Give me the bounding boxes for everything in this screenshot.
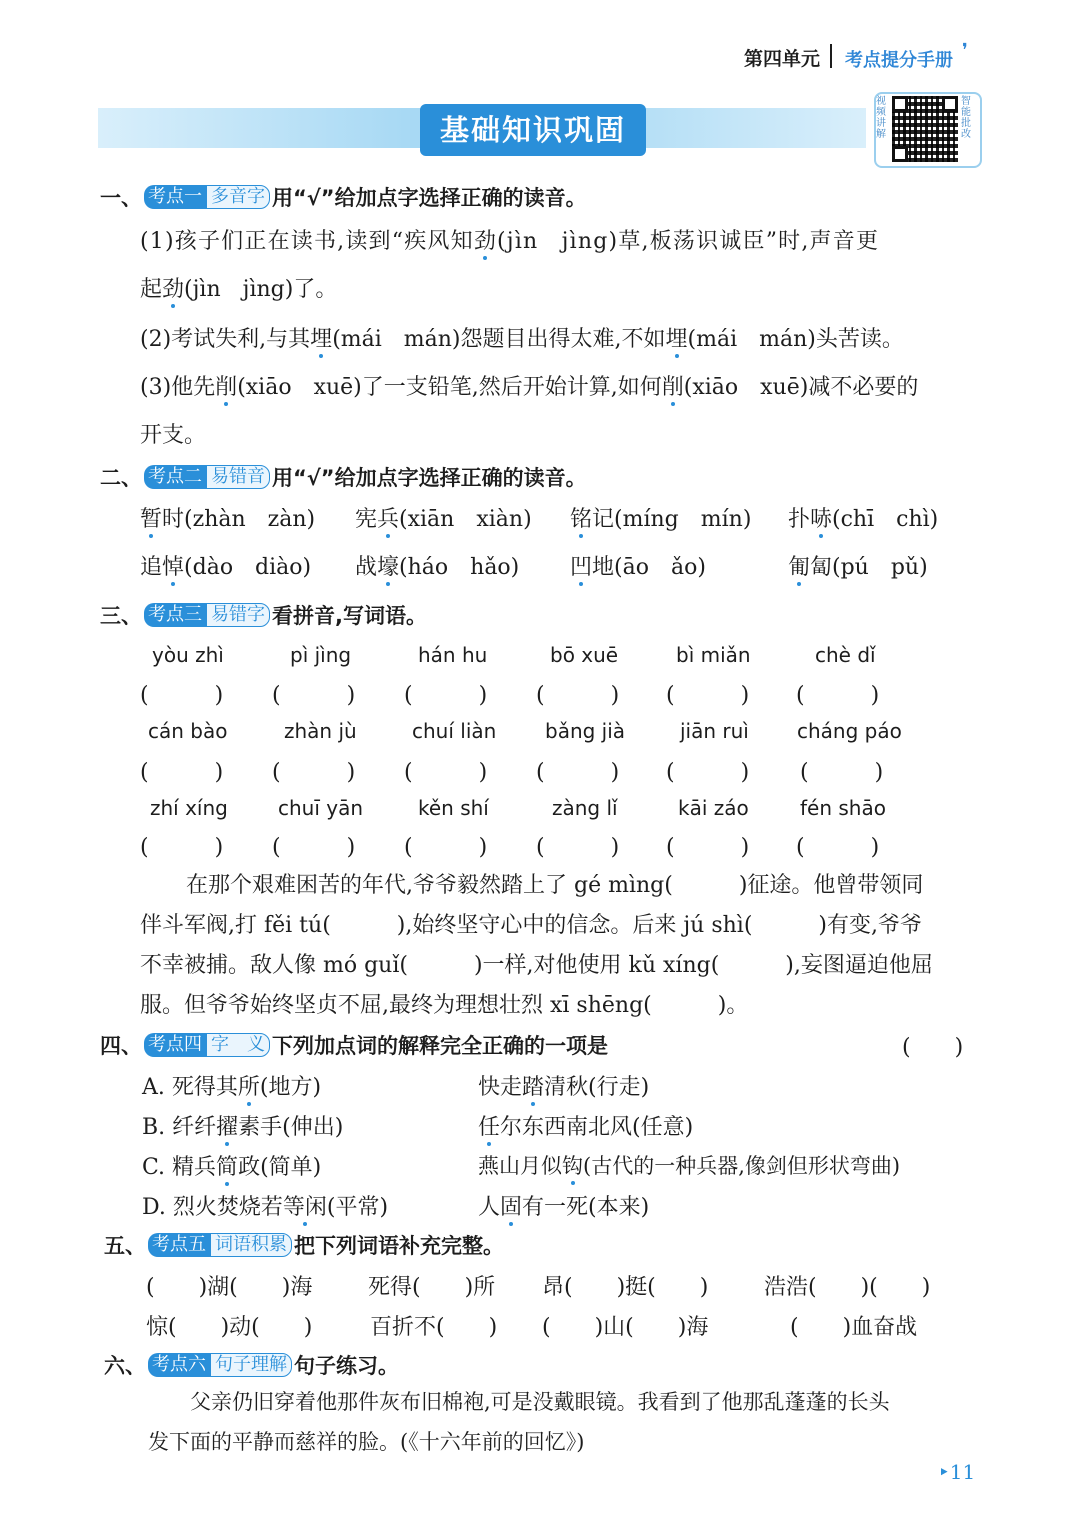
- idiom-blank[interactable]: 昂( )挺( ): [542, 1275, 709, 1300]
- idiom-blank[interactable]: ( )湖( )海: [146, 1275, 313, 1300]
- section-banner-title: 基础知识巩固: [420, 104, 646, 156]
- s2-item-5: 追悼(dào diào): [140, 550, 311, 581]
- unit-title: 第四单元: [744, 48, 821, 70]
- section-1-heading: 一、 考点一 多音字 用“√”给加点字选择正确的读音。: [100, 186, 587, 210]
- qr-label-video: 视频讲解: [876, 96, 886, 140]
- page-number: ‣11: [938, 1460, 976, 1484]
- s1-line-2: 起劲(jìn jìng)了。: [140, 272, 337, 303]
- pinyin: pì jìng: [290, 643, 352, 667]
- pinyin: zàng lǐ: [552, 796, 618, 820]
- pinyin: fén shāo: [800, 796, 886, 820]
- answer-blank[interactable]: ( ): [666, 683, 750, 708]
- s2-item-7: 凹地(āo ǎo): [570, 550, 706, 581]
- s2-item-2: 宪兵(xiān xiàn): [355, 502, 532, 533]
- s1-line-3: (2)考试失利,与其埋(mái mán)怨题目出得太难,不如埋(mái mán)头苦读。: [140, 322, 904, 353]
- option-b-left: B. 纤纤擢素手(伸出): [142, 1110, 343, 1141]
- s3-paragraph-line: 在那个艰难困苦的年代,爷爷毅然踏上了 gé mìng( )征途。他曾带领同: [186, 873, 924, 898]
- s2-item-4: 扑哧(chī chì): [788, 502, 938, 533]
- header-divider: [830, 44, 832, 68]
- answer-blank[interactable]: ( ): [404, 760, 488, 785]
- answer-blank[interactable]: ( ): [796, 683, 880, 708]
- idiom-blank[interactable]: ( )血奋战: [790, 1315, 918, 1340]
- answer-blank[interactable]: ( ): [404, 835, 488, 860]
- s2-item-3: 铭记(míng mín): [570, 502, 751, 533]
- section-2-heading: 二、 考点二 易错音 用“√”给加点字选择正确的读音。: [100, 466, 587, 490]
- pinyin: bǎng jià: [545, 719, 626, 743]
- pinyin: zhàn jù: [284, 719, 357, 743]
- section-5-heading: 五、 考点五 词语积累 把下列词语补充完整。: [104, 1234, 504, 1258]
- section-4-heading: 四、 考点四 字 义 下列加点词的解释完全正确的一项是: [100, 1034, 608, 1058]
- section-6-heading: 六、 考点六 句子理解 句子练习。: [104, 1354, 399, 1378]
- s2-item-1: 暂时(zhàn zàn): [140, 502, 315, 533]
- answer-blank[interactable]: ( ): [272, 760, 356, 785]
- answer-blank[interactable]: ( ): [796, 835, 880, 860]
- answer-blank[interactable]: ( ): [666, 760, 750, 785]
- book-title: 考点提分手册: [845, 50, 953, 71]
- option-a-right: 快走踏清秋(行走): [478, 1070, 649, 1101]
- pinyin: jiān ruì: [680, 719, 749, 743]
- option-d-right: 人固有一死(本来): [478, 1190, 649, 1221]
- pinyin: chè dǐ: [815, 643, 876, 667]
- pinyin: kěn shí: [418, 796, 489, 820]
- pinyin: zhí xíng: [150, 796, 228, 820]
- idiom-blank[interactable]: ( )山( )海: [542, 1315, 709, 1340]
- answer-blank[interactable]: ( ): [800, 760, 884, 785]
- s1-line-1: (1)孩子们正在读书,读到“疾风知劲(jìn jìng)草,板荡识诚臣”时,声音更: [140, 224, 879, 255]
- option-c-right: 燕山月似钩(古代的一种兵器,像剑但形状弯曲): [478, 1150, 900, 1180]
- s1-line-4: (3)他先削(xiāo xuē)了一支铅笔,然后开始计算,如何削(xiāo xuē)减不必要的: [140, 370, 918, 401]
- idiom-blank[interactable]: 浩浩( )( ): [764, 1275, 931, 1300]
- answer-blank[interactable]: ( ): [404, 683, 488, 708]
- leaf-icon: ❜: [962, 40, 968, 61]
- option-d-left: D. 烈火焚烧若等闲(平常): [142, 1190, 388, 1221]
- s2-item-8: 匍匐(pú pǔ): [788, 550, 928, 581]
- pinyin: cán bào: [148, 719, 228, 743]
- option-c-left: C. 精兵简政(简单): [142, 1150, 321, 1181]
- s3-paragraph-line: 伴斗军阀,打 fěi tú( ),始终坚守心中的信念。后来 jú shì( )有变,爷爷: [140, 913, 922, 938]
- s6-passage-line: 父亲仍旧穿着他那件灰布旧棉袍,可是没戴眼镜。我看到了他那乱蓬蓬的长头: [190, 1390, 890, 1414]
- pinyin: bì miǎn: [676, 643, 751, 667]
- answer-blank[interactable]: ( ): [140, 835, 224, 860]
- answer-blank[interactable]: ( ): [536, 683, 620, 708]
- option-a-left: A. 死得其所(地方): [142, 1070, 321, 1101]
- idiom-blank[interactable]: 惊( )动( ): [146, 1315, 313, 1340]
- answer-blank[interactable]: ( ): [902, 1035, 964, 1060]
- section-3-heading: 三、 考点三 易错字 看拼音,写词语。: [100, 604, 427, 628]
- s2-item-6: 战壕(háo hǎo): [355, 550, 519, 581]
- answer-blank[interactable]: ( ): [272, 835, 356, 860]
- answer-blank[interactable]: ( ): [536, 760, 620, 785]
- s1-line-5: 开支。: [140, 423, 207, 448]
- s3-paragraph-line: 服。但爷爷始终坚贞不屈,最终为理想壮烈 xī shēng( )。: [140, 993, 749, 1018]
- answer-blank[interactable]: ( ): [140, 760, 224, 785]
- qr-label-grading: 智能批改: [961, 96, 971, 140]
- pinyin: yòu zhì: [152, 643, 224, 667]
- answer-blank[interactable]: ( ): [140, 683, 224, 708]
- idiom-blank[interactable]: 死得( )所: [368, 1275, 496, 1300]
- pinyin: cháng páo: [797, 719, 902, 743]
- pinyin: hán hu: [418, 643, 488, 667]
- answer-blank[interactable]: ( ): [272, 683, 356, 708]
- pinyin: kāi záo: [678, 796, 749, 820]
- s6-passage-line: 发下面的平静而慈祥的脸。(《十六年前的回忆》): [148, 1430, 585, 1454]
- pinyin: bō xuē: [550, 643, 619, 667]
- s3-paragraph-line: 不幸被捕。敌人像 mó guǐ( )一样,对他使用 kǔ xíng( ),妄图逼迫他屈: [140, 953, 933, 978]
- answer-blank[interactable]: ( ): [536, 835, 620, 860]
- pinyin: chuī yān: [278, 796, 364, 820]
- qr-code-icon[interactable]: [892, 96, 958, 162]
- idiom-blank[interactable]: 百折不( ): [370, 1315, 498, 1340]
- answer-blank[interactable]: ( ): [666, 835, 750, 860]
- pinyin: chuí liàn: [412, 719, 497, 743]
- option-b-right: 任尔东西南北风(任意): [478, 1110, 693, 1141]
